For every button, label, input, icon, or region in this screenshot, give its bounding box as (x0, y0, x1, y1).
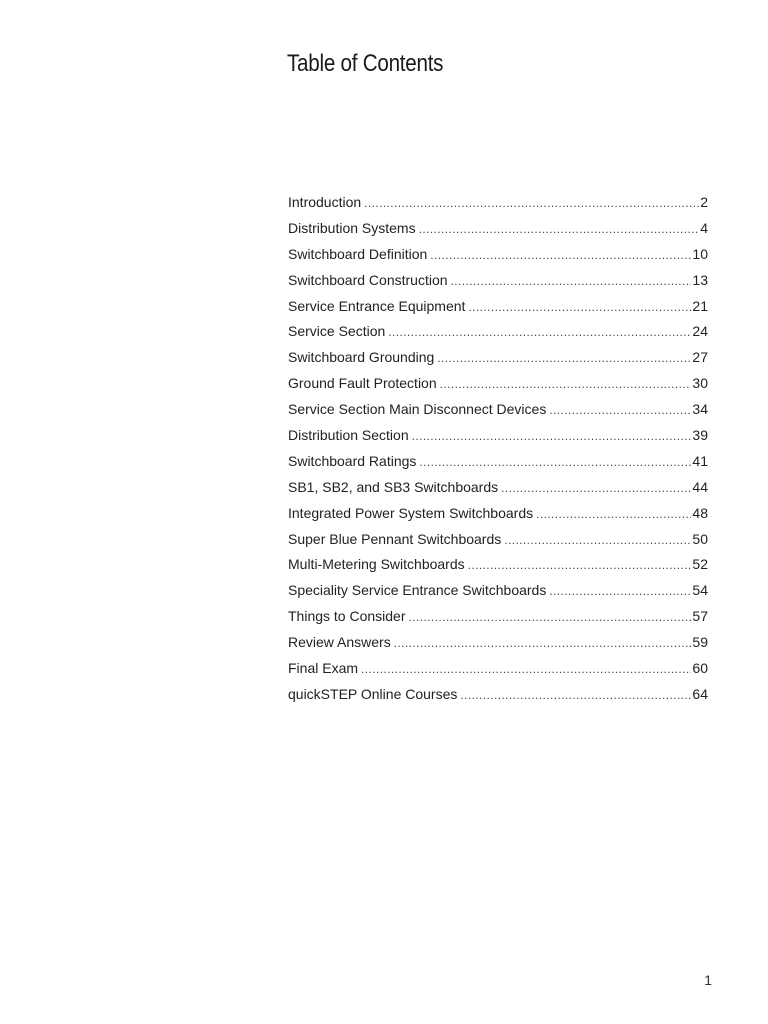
page-title: Table of Contents (287, 50, 444, 77)
toc-entry-label: Service Section (288, 323, 386, 340)
toc-entry-label: Switchboard Definition (288, 245, 428, 262)
toc-entry[interactable] (288, 630, 708, 656)
toc-entry[interactable] (288, 345, 708, 371)
page-number: 1 (704, 972, 712, 988)
toc-entry[interactable] (288, 216, 708, 242)
toc-entry-label: Review Answers (288, 634, 391, 651)
toc-entry[interactable] (288, 319, 708, 345)
dot-leader (419, 217, 700, 242)
toc-entry-page: 24 (692, 323, 708, 340)
dot-leader (549, 398, 691, 423)
toc-entry-page: 59 (692, 634, 708, 651)
dot-leader (388, 320, 691, 345)
toc-entry-page: 13 (692, 271, 708, 288)
toc-entry-label: Integrated Power System Switchboards (288, 504, 534, 521)
toc-entry-page: 44 (692, 478, 708, 495)
toc-entry[interactable] (288, 501, 708, 527)
dot-leader (430, 243, 691, 268)
toc-entry-label: Introduction (288, 194, 362, 210)
dot-leader (501, 476, 691, 501)
toc-entry-page: 2 (700, 194, 708, 210)
toc-entry-page: 4 (700, 219, 708, 236)
toc-entry-label: Switchboard Construction (288, 271, 448, 288)
toc-entry-page: 52 (692, 556, 708, 573)
toc-entry-page: 50 (692, 530, 708, 547)
dot-leader (440, 372, 692, 397)
dot-leader (549, 579, 691, 604)
toc-entry[interactable] (288, 475, 708, 501)
toc-entry[interactable] (288, 397, 708, 423)
toc-entry-page: 34 (692, 401, 708, 418)
toc-entry-page: 39 (692, 427, 708, 444)
toc-entry-label: Multi-Metering Switchboards (288, 556, 465, 573)
dot-leader (437, 346, 691, 371)
toc-entry-label: Final Exam (288, 660, 359, 677)
toc-entry[interactable] (288, 656, 708, 682)
toc-entry-page: 10 (692, 245, 708, 262)
toc-entry[interactable] (288, 552, 708, 578)
toc-entry-label: Things to Consider (288, 608, 406, 625)
toc-entry[interactable] (288, 371, 708, 397)
toc-entry[interactable] (288, 268, 708, 294)
toc-entry[interactable] (288, 242, 708, 268)
dot-leader (419, 450, 691, 475)
dot-leader (361, 657, 691, 682)
dot-leader (394, 631, 692, 656)
dot-leader (504, 528, 691, 553)
table-of-contents (288, 190, 708, 708)
toc-entry[interactable] (288, 604, 708, 630)
toc-entry-label: Service Entrance Equipment (288, 297, 466, 314)
dot-leader (468, 295, 691, 320)
dot-leader (364, 191, 699, 216)
toc-entry-page: 60 (692, 660, 708, 677)
toc-entry-label: Switchboard Ratings (288, 452, 417, 469)
toc-entry[interactable] (288, 294, 708, 320)
toc-entry-page: 64 (692, 685, 708, 702)
toc-entry[interactable] (288, 682, 708, 708)
dot-leader (412, 424, 692, 449)
dot-leader (468, 553, 692, 578)
dot-leader (451, 269, 692, 294)
toc-entry-label: Distribution Systems (288, 219, 416, 236)
toc-entry-label: Service Section Main Disconnect Devices (288, 401, 547, 418)
toc-entry-label: quickSTEP Online Courses (288, 685, 458, 702)
toc-entry-label: Ground Fault Protection (288, 375, 437, 392)
toc-entry-page: 57 (692, 608, 708, 625)
toc-entry-label: SB1, SB2, and SB3 Switchboards (288, 478, 499, 495)
dot-leader (409, 605, 692, 630)
dot-leader (460, 683, 691, 708)
toc-entry[interactable] (288, 527, 708, 553)
toc-entry-page: 41 (692, 452, 708, 469)
toc-entry[interactable] (288, 449, 708, 475)
toc-entry-label: Speciality Service Entrance Switchboards (288, 582, 547, 599)
toc-entry-page: 48 (692, 504, 708, 521)
dot-leader (536, 502, 691, 527)
toc-entry-page: 54 (692, 582, 708, 599)
toc-entry-label: Distribution Section (288, 427, 409, 444)
toc-entry-page: 21 (692, 297, 708, 314)
toc-entry[interactable] (288, 190, 708, 216)
toc-entry[interactable] (288, 578, 708, 604)
toc-entry-label: Switchboard Grounding (288, 349, 435, 366)
toc-entry-page: 27 (692, 349, 708, 366)
toc-entry-page: 30 (692, 375, 708, 392)
toc-entry[interactable] (288, 423, 708, 449)
toc-entry-label: Super Blue Pennant Switchboards (288, 530, 502, 547)
